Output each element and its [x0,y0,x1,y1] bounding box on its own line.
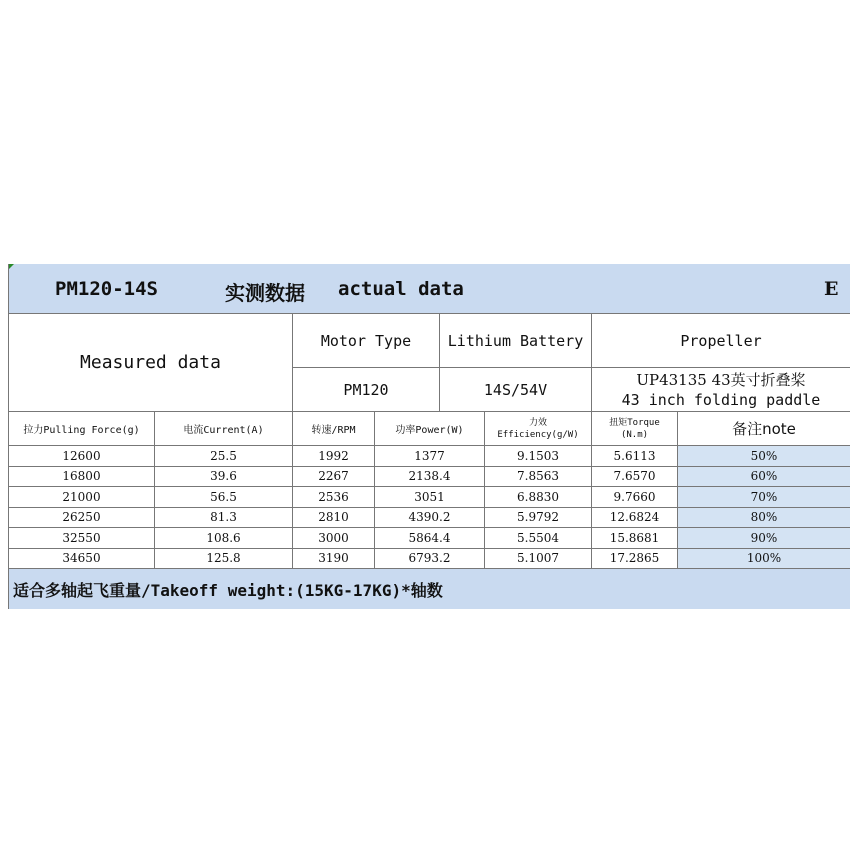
header-efficiency [485,412,592,446]
cell-efficiency: 6.8830 [485,487,592,508]
cell-current: 39.6 [155,467,293,488]
battery-value: 14S/54V [440,368,592,412]
cell-efficiency: 5.5504 [485,528,592,549]
cell-force: 16800 [9,467,155,488]
cell-note: 80% [678,508,850,529]
header-efficiency-cn: 力效 [528,417,547,428]
cell-rpm: 2536 [293,487,375,508]
cell-power: 3051 [375,487,485,508]
cell-power: 4390.2 [375,508,485,529]
cell-efficiency: 5.9792 [485,508,592,529]
cell-force: 34650 [9,549,155,570]
title-suffix: E [824,278,839,300]
cell-note: 50% [678,446,850,467]
title-bar [9,264,850,314]
cell-power: 6793.2 [375,549,485,570]
propeller-value [592,368,850,412]
header-power: 功率Power(W) [375,412,485,446]
cell-power: 2138.4 [375,467,485,488]
cell-power: 5864.4 [375,528,485,549]
cell-force: 21000 [9,487,155,508]
cell-comment-marker [9,264,14,269]
takeoff-weight-footer: 适合多轴起飞重量/Takeoff weight:(15KG-17KG)*轴数 [9,569,850,609]
title-english: actual data [338,278,464,300]
cell-force: 12600 [9,446,155,467]
cell-torque: 15.8681 [592,528,678,549]
cell-note: 70% [678,487,850,508]
cell-rpm: 1992 [293,446,375,467]
cell-current: 56.5 [155,487,293,508]
motor-model-title: PM120-14S [55,278,158,300]
header-torque-unit: (N.m) [620,429,649,440]
battery-label: Lithium Battery [440,314,592,368]
cell-current: 25.5 [155,446,293,467]
propeller-value-en: 43 inch folding paddle [621,390,821,409]
cell-force: 32550 [9,528,155,549]
cell-note: 60% [678,467,850,488]
motor-data-sheet [8,264,850,609]
motor-type-value: PM120 [293,368,440,412]
header-force: 拉力Pulling Force(g) [9,412,155,446]
cell-rpm: 2267 [293,467,375,488]
cell-power: 1377 [375,446,485,467]
header-efficiency-en: Efficiency(g/W) [497,429,579,440]
cell-torque: 5.6113 [592,446,678,467]
propeller-value-cn: UP43135 43英寸折叠桨 [636,370,806,389]
cell-efficiency: 9.1503 [485,446,592,467]
cell-note: 100% [678,549,850,570]
header-torque [592,412,678,446]
header-rpm: 转速/RPM [293,412,375,446]
cell-rpm: 3190 [293,549,375,570]
cell-efficiency: 7.8563 [485,467,592,488]
cell-efficiency: 5.1007 [485,549,592,570]
propeller-label: Propeller [592,314,850,368]
title-chinese: 实测数据 [225,281,305,305]
cell-torque: 7.6570 [592,467,678,488]
cell-current: 125.8 [155,549,293,570]
cell-force: 26250 [9,508,155,529]
cell-current: 108.6 [155,528,293,549]
cell-current: 81.3 [155,508,293,529]
cell-rpm: 3000 [293,528,375,549]
header-current: 电流Current(A) [155,412,293,446]
cell-torque: 9.7660 [592,487,678,508]
measured-data-label: Measured data [9,314,293,412]
cell-note: 90% [678,528,850,549]
cell-torque: 12.6824 [592,508,678,529]
cell-torque: 17.2865 [592,549,678,570]
motor-type-label: Motor Type [293,314,440,368]
cell-rpm: 2810 [293,508,375,529]
header-note: 备注note [678,412,850,446]
header-torque-label: 扭矩Torque [609,417,660,428]
